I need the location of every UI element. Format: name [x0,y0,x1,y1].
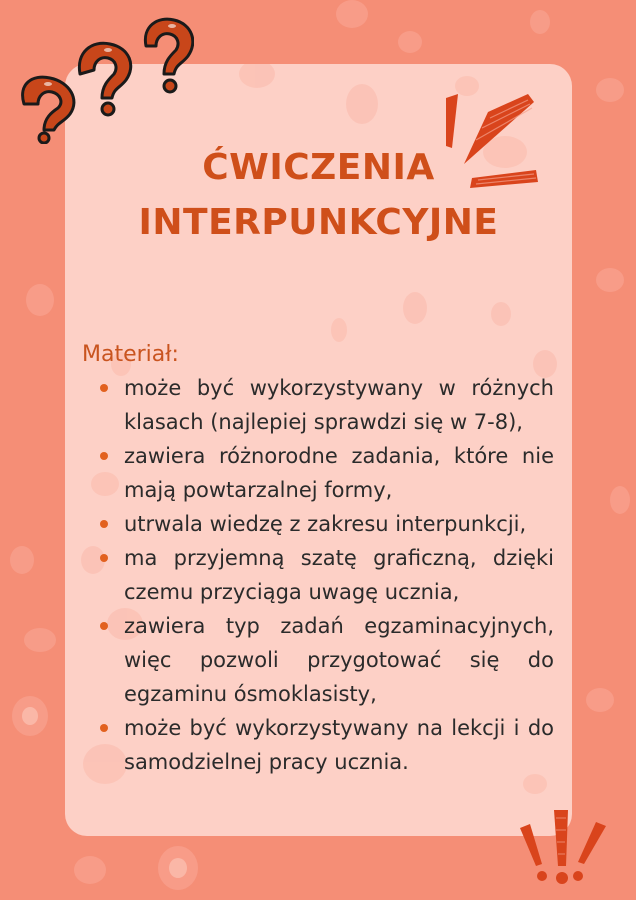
list-item: może być wykorzystywany na lekcji i do samodzielnej pracy ucznia. [124,711,554,779]
page-title [65,140,572,250]
list-item: może być wykorzystywany w różnych klasach (najlepiej sprawdzi się w 7-8), [124,371,554,439]
title-line-1: ĆWICZENIA [202,147,435,188]
features-list [82,371,554,779]
section-label: Materiał: [82,342,179,367]
list-item: zawiera typ zadań egzaminacyjnych, więc pozwoli przygotować się do egzaminu ósmoklasisty, [124,609,554,711]
list-item: zawiera różnorodne zadania, które nie mają powtarzalnej formy, [124,439,554,507]
list-item: ma przyjemną szatę graficzną, dzięki czemu przyciąga uwagę ucznia, [124,541,554,609]
title-line-2: INTERPUNKCYJNE [138,202,499,243]
list-item: utrwala wiedzę z zakresu interpunkcji, [124,507,554,541]
exclamation-marks-icon [514,800,614,890]
question-marks-icon [14,8,194,144]
